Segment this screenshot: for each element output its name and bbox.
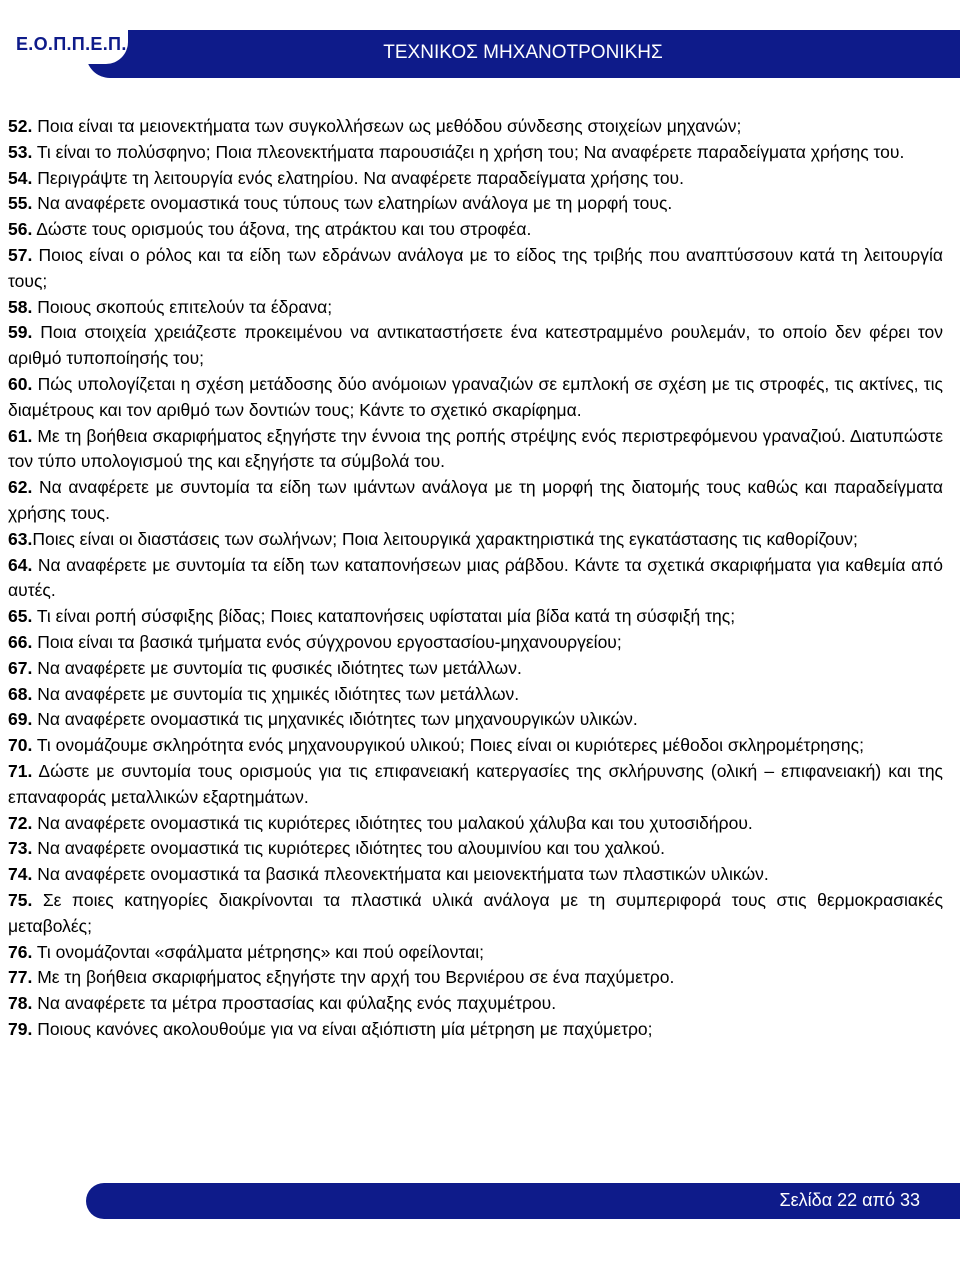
question-number: 67. (8, 657, 33, 678)
question-number: 70. (8, 735, 33, 756)
document-title: ΤΕΧΝΙΚΟΣ ΜΗΧΑΝΟΤΡΟΝΙΚΗΣ (383, 42, 663, 63)
question-item (8, 424, 943, 476)
question-text: Ποια είναι τα βασικά τμήματα ενός σύγχρονου εργοστασίου-μηχανουργείου; (32, 631, 622, 652)
question-item (8, 217, 943, 243)
question-number: 68. (8, 683, 33, 704)
question-number: 69. (8, 709, 33, 730)
question-number: 64. (8, 554, 33, 575)
question-item (8, 759, 943, 811)
question-item (8, 527, 943, 553)
question-text: Ποιες είναι οι διαστάσεις των σωλήνων; Ποια λειτουργικά χαρακτηριστικά της εγκατάστασης τις καθορίζουν; (32, 528, 858, 549)
question-number: 77. (8, 967, 33, 988)
page-header (0, 30, 960, 78)
question-item (8, 1017, 943, 1043)
question-text: Με τη βοήθεια σκαριφήματος εξηγήστε την έννοια της ροπής στρέψης ενός περιστρεφόμενου γραναζιού. Διατυπώστε τον τύπο υπολογισμού της και εξηγήστε τα σύμβολά του. (8, 425, 943, 472)
question-number: 60. (8, 373, 33, 394)
question-item (8, 191, 943, 217)
page-footer (86, 1183, 960, 1219)
question-text: Να αναφέρετε με συντομία τα είδη των ιμάντων ανάλογα με τη μορφή της διατομής τους καθώς και παραδείγματα χρήσης τους. (8, 477, 943, 523)
question-text: Να αναφέρετε ονομαστικά τα βασικά πλεονεκτήματα και μειονεκτήματα των πλαστικών υλικών. (32, 864, 769, 885)
questions-list (8, 114, 943, 1043)
question-item (8, 372, 943, 424)
question-number: 66. (8, 631, 33, 652)
organization-name: Ε.Ο.Π.Π.Ε.Π. (16, 34, 127, 54)
header-org-tab (8, 30, 128, 64)
question-text: Τι ονομάζονται «σφάλματα μέτρησης» και πού οφείλονται; (32, 941, 484, 962)
question-text: Να αναφέρετε με συντομία τις φυσικές ιδιότητες των μετάλλων. (32, 657, 522, 678)
question-text: Να αναφέρετε ονομαστικά τις κυριότερες ιδιότητες του αλουμινίου και του χαλκού. (32, 838, 666, 859)
question-number: 63. (8, 528, 33, 549)
question-text: Να αναφέρετε με συντομία τις χημικές ιδιότητες των μετάλλων. (32, 683, 520, 704)
question-number: 61. (8, 425, 33, 446)
question-item (8, 656, 943, 682)
question-text: Ποιους κανόνες ακολουθούμε για να είναι αξιόπιστη μία μέτρηση με παχύμετρο; (32, 1018, 653, 1039)
question-number: 65. (8, 606, 33, 627)
question-number: 72. (8, 812, 33, 833)
question-number: 79. (8, 1018, 33, 1039)
question-text: Ποιος είναι ο ρόλος και τα είδη των εδράνων ανάλογα με το είδος της τριβής που αναπτύσσουν κατά τη λειτουργία τους; (8, 244, 943, 291)
question-text: Με τη βοήθεια σκαριφήματος εξηγήστε την αρχή του Βερνιέρου σε ένα παχύμετρο. (32, 967, 675, 988)
question-text: Να αναφέρετε τα μέτρα προστασίας και φύλαξης ενός παχυμέτρου. (32, 993, 557, 1014)
question-item (8, 682, 943, 708)
question-text: Σε ποιες κατηγορίες διακρίνονται τα πλαστικά υλικά ανάλογα με τη συμπεριφορά τους στις θερμοκρασιακές μεταβολές; (8, 889, 943, 936)
question-text: Πώς υπολογίζεται η σχέση μετάδοσης δύο ανόμοιων γραναζιών σε εμπλοκή σε σχέση με τις στροφές, τις ακτίνες, τις διαμέτρους και τον αριθμό των δοντιών τους; Κάντε το σχετικό σκαρίφημα. (8, 373, 943, 420)
question-text: Να αναφέρετε με συντομία τα είδη των καταπονήσεων μιας ράβδου. Κάντε τα σχετικά σκαριφήματα για καθεμία από αυτές. (8, 554, 943, 601)
question-number: 58. (8, 296, 33, 317)
question-item (8, 604, 943, 630)
question-text: Ποιους σκοπούς επιτελούν τα έδρανα; (32, 296, 333, 317)
question-text: Δώστε τους ορισμούς του άξονα, της ατράκτου και του στροφέα. (32, 219, 532, 240)
question-number: 56. (8, 219, 33, 240)
header-banner (86, 30, 960, 78)
question-item (8, 965, 943, 991)
question-number: 52. (8, 116, 33, 136)
question-item (8, 707, 943, 733)
page-number: Σελίδα 22 από 33 (779, 1190, 920, 1210)
question-text: Τι είναι το πολύσφηνο; Ποια πλεονεκτήματα παρουσιάζει η χρήση του; Να αναφέρετε παραδείγματα χρήσης του. (32, 141, 905, 162)
question-item (8, 836, 943, 862)
question-text: Ποια στοιχεία χρειάζεστε προκειμένου να αντικαταστήσετε ένα κατεστραμμένο ρουλεμάν, το οποίο δεν φέρει τον αριθμό τυποποίησής του; (8, 322, 943, 369)
question-item (8, 320, 943, 372)
question-number: 62. (8, 477, 33, 498)
question-number: 78. (8, 993, 33, 1014)
question-item (8, 733, 943, 759)
question-item (8, 475, 943, 527)
question-item (8, 140, 943, 166)
question-text: Να αναφέρετε ονομαστικά τους τύπους των ελατηρίων ανάλογα με τη μορφή τους. (32, 193, 673, 214)
question-number: 71. (8, 760, 33, 781)
question-number: 73. (8, 838, 33, 859)
question-text: Δώστε με συντομία τους ορισμούς για τις επιφανειακή κατεργασίες της σκλήρυνσης (ολική – επιφανειακή) και της επαναφοράς μεταλλικών εξαρτημάτων. (8, 760, 943, 807)
question-number: 53. (8, 141, 33, 162)
question-text: Τι ονομάζουμε σκληρότητα ενός μηχανουργικού υλικού; Ποιες είναι οι κυριότερες μέθοδοι σκληρομέτρησης; (32, 735, 864, 756)
question-item (8, 811, 943, 837)
question-item (8, 630, 943, 656)
question-item (8, 166, 943, 192)
question-item (8, 243, 943, 295)
question-text: Περιγράψτε τη λειτουργία ενός ελατηρίου. Να αναφέρετε παραδείγματα χρήσης του. (32, 167, 684, 188)
question-text: Να αναφέρετε ονομαστικά τις κυριότερες ιδιότητες του μαλακού χάλυβα και του χυτοσιδήρου. (32, 812, 753, 833)
question-number: 55. (8, 193, 33, 214)
question-item (8, 888, 943, 940)
question-number: 54. (8, 167, 33, 188)
question-text: Ποια είναι τα μειονεκτήματα των συγκολλήσεων ως μεθόδου σύνδεσης στοιχείων μηχανών; (32, 116, 742, 136)
question-number: 75. (8, 889, 33, 910)
question-text: Να αναφέρετε ονομαστικά τις μηχανικές ιδιότητες των μηχανουργικών υλικών. (32, 709, 638, 730)
question-item (8, 862, 943, 888)
question-item (8, 940, 943, 966)
question-number: 76. (8, 941, 33, 962)
question-item (8, 991, 943, 1017)
question-item (8, 553, 943, 605)
question-item (8, 114, 943, 140)
question-number: 74. (8, 864, 33, 885)
question-number: 59. (8, 322, 33, 343)
question-number: 57. (8, 244, 33, 265)
question-text: Τι είναι ροπή σύσφιξης βίδας; Ποιες καταπονήσεις υφίσταται μία βίδα κατά τη σύσφιξή της; (32, 606, 736, 627)
question-item (8, 295, 943, 321)
